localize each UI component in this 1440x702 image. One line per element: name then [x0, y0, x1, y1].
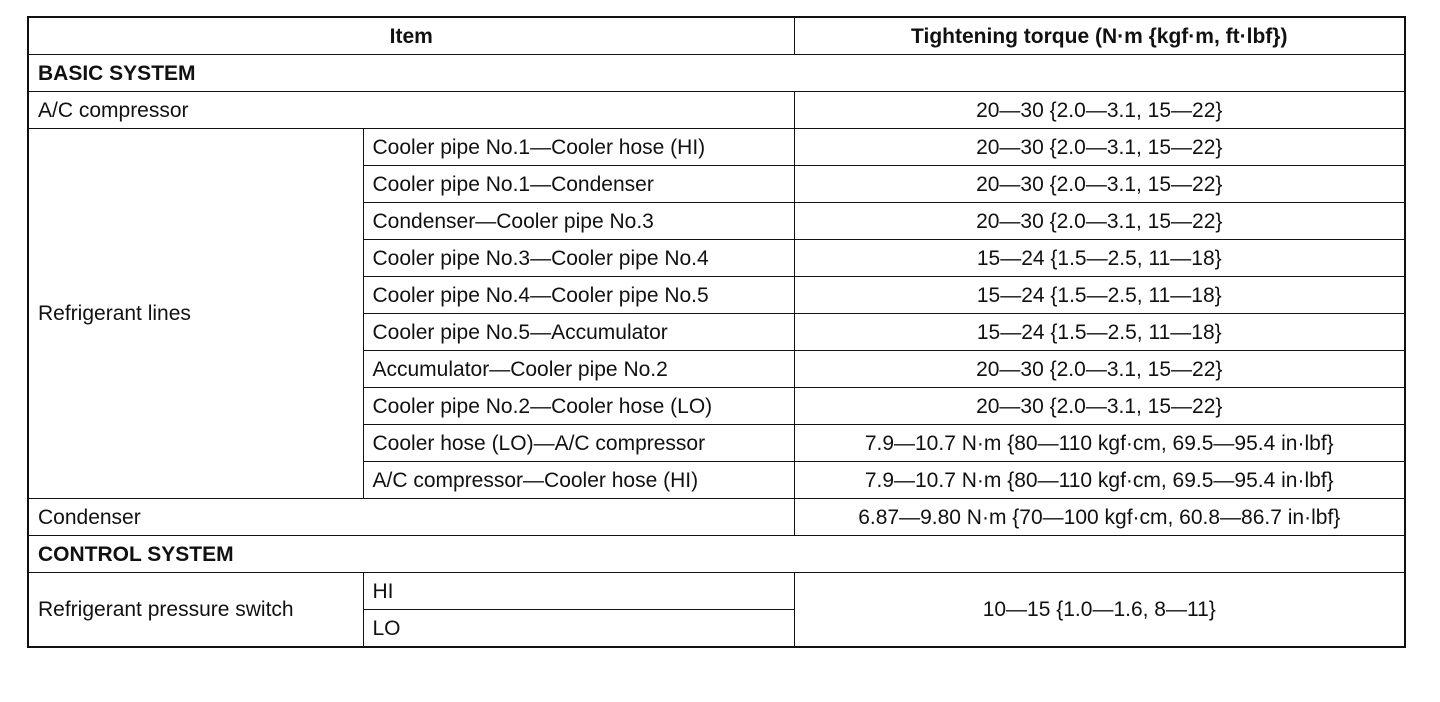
table-row: [28, 92, 1405, 129]
torque-spec-table: [27, 16, 1406, 648]
condenser-label: Condenser: [28, 499, 794, 536]
refrigerant-line-part: Cooler pipe No.3—Cooler pipe No.4: [363, 240, 794, 277]
table-row: [28, 499, 1405, 536]
refrigerant-line-part: Cooler pipe No.1—Condenser: [363, 166, 794, 203]
basic-system-heading: BASIC SYSTEM: [28, 55, 1405, 92]
refrigerant-line-part: Cooler pipe No.5—Accumulator: [363, 314, 794, 351]
refrigerant-line-part: Cooler pipe No.1—Cooler hose (HI): [363, 129, 794, 166]
item-column-header: Item: [28, 17, 794, 55]
refrigerant-line-torque: 20—30 {2.0—3.1, 15—22}: [794, 351, 1405, 388]
refrigerant-line-part: Cooler pipe No.2—Cooler hose (LO): [363, 388, 794, 425]
refrigerant-line-torque: 15—24 {1.5—2.5, 11—18}: [794, 277, 1405, 314]
ac-compressor-torque: 20—30 {2.0—3.1, 15—22}: [794, 92, 1405, 129]
refrigerant-line-torque: 15—24 {1.5—2.5, 11—18}: [794, 314, 1405, 351]
pressure-switch-label: Refrigerant pressure switch: [28, 573, 363, 648]
section-row: [28, 55, 1405, 92]
refrigerant-line-part: Condenser—Cooler pipe No.3: [363, 203, 794, 240]
refrigerant-line-torque: 20—30 {2.0—3.1, 15—22}: [794, 203, 1405, 240]
torque-column-header: Tightening torque (N·m {kgf·m, ft·lbf}): [794, 17, 1405, 55]
pressure-switch-lo: LO: [363, 610, 794, 648]
refrigerant-line-part: A/C compressor—Cooler hose (HI): [363, 462, 794, 499]
refrigerant-lines-label: Refrigerant lines: [28, 129, 363, 499]
refrigerant-line-torque: 15—24 {1.5—2.5, 11—18}: [794, 240, 1405, 277]
table-row: [28, 129, 1405, 166]
table-header-row: [28, 17, 1405, 55]
refrigerant-line-part: Cooler hose (LO)—A/C compressor: [363, 425, 794, 462]
refrigerant-line-torque: 7.9—10.7 N·m {80—110 kgf·cm, 69.5—95.4 in·lbf}: [794, 462, 1405, 499]
refrigerant-line-torque: 20—30 {2.0—3.1, 15—22}: [794, 166, 1405, 203]
pressure-switch-hi: HI: [363, 573, 794, 610]
condenser-torque: 6.87—9.80 N·m {70—100 kgf·cm, 60.8—86.7 in·lbf}: [794, 499, 1405, 536]
refrigerant-line-part: Accumulator—Cooler pipe No.2: [363, 351, 794, 388]
table-row: [28, 573, 1405, 610]
section-row: [28, 536, 1405, 573]
ac-compressor-label: A/C compressor: [28, 92, 794, 129]
refrigerant-line-torque: 20—30 {2.0—3.1, 15—22}: [794, 129, 1405, 166]
refrigerant-line-torque: 7.9—10.7 N·m {80—110 kgf·cm, 69.5—95.4 in·lbf}: [794, 425, 1405, 462]
pressure-switch-torque: 10—15 {1.0—1.6, 8—11}: [794, 573, 1405, 648]
refrigerant-line-part: Cooler pipe No.4—Cooler pipe No.5: [363, 277, 794, 314]
control-system-heading: CONTROL SYSTEM: [28, 536, 1405, 573]
refrigerant-line-torque: 20—30 {2.0—3.1, 15—22}: [794, 388, 1405, 425]
